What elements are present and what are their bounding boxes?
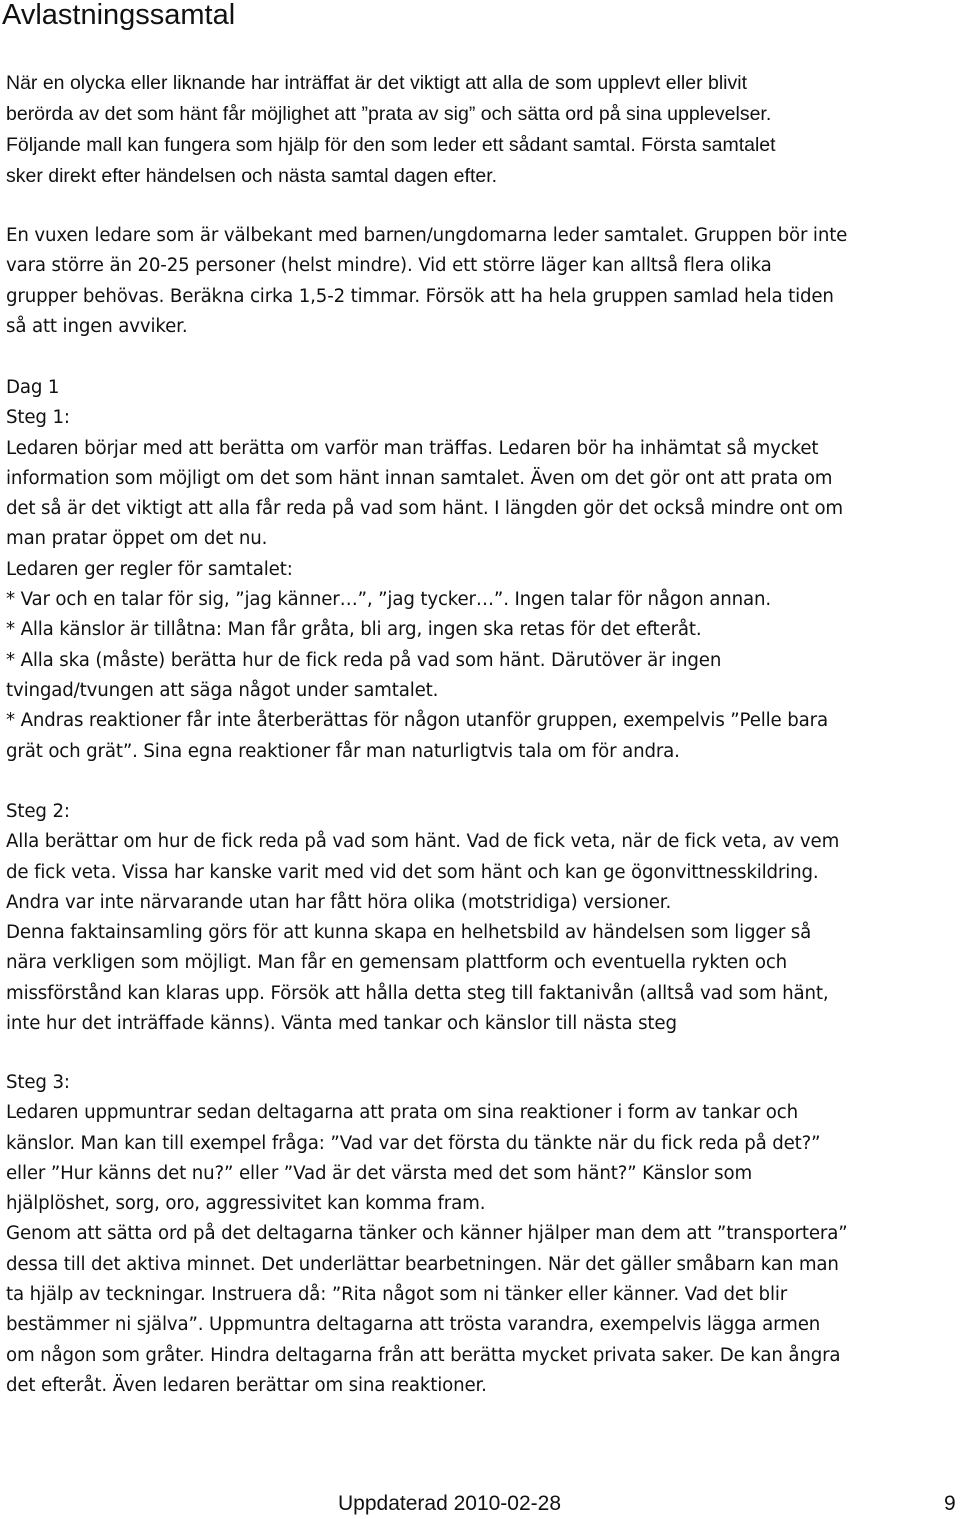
footer-updated-date: Uppdaterad 2010-02-28 xyxy=(338,1492,562,1515)
day1-step1-section: Dag 1 Steg 1: Ledaren börjar med att berätta om varför man träffas. Ledaren bör ha inhämtat så mycket information som möjligt om det som hänt innan samtalet. Även om det gör ont att prata om det så är det viktigt att alla får reda på vad som hänt. I längden gör det också mindre ont om man pratar öppet om det nu. Ledaren ger regler för samtalet: * Var och en talar för sig, ”jag känner…”, ”jag tycker…”. Ingen talar för någon annan. * Alla känslor är tillåtna: Man får gråta, bli arg, ingen ska retas för det efteråt. * Alla ska (måste) berätta hur de fick reda på vad som hänt. Därutöver är ingen tvingad/tvungen att säga något under samtalet. * Andras reaktioner får inte återberättas för någon utanför gruppen, exempelvis ”Pelle bara grät och grät”. Sina egna reaktioner får man naturligtvis tala om för andra. xyxy=(6,377,844,762)
intro-paragraph: När en olycka eller liknande har inträffat är det viktigt att alla de som upplevt eller blivit berörda av det som hänt får möjlighet att ”prata av sig” och sätta ord på sina upplevelser. Följande mall kan fungera som hjälp för den som leder ett sådant samtal. Första samtalet sker direkt efter händelsen och nästa samtal dagen efter. xyxy=(6,72,776,187)
footer-page-number: 9 xyxy=(944,1492,956,1515)
page-title: Avlastningssamtal xyxy=(2,0,236,31)
step3-section: Steg 3: Ledaren uppmuntrar sedan deltagarna att prata om sina reaktioner i form av tankar och känslor. Man kan till exempel fråga: ”Vad var det första du tänkte när du fick reda på det?” eller ”Hur känns det nu?” eller ”Vad är det värsta med det som hänt?” Känslor som hjälplöshet, sorg, oro, aggressivitet kan komma fram. Genom att sätta ord på det deltagarna tänker och känner hjälper man dem att ”transportera” dessa till det aktiva minnet. Det underlättar bearbetningen. När det gäller småbarn kan man ta hjälp av teckningar. Instruera då: ”Rita något som ni tänker eller känner. Vad det blir bestämmer ni själva”. Uppmuntra deltagarna att trösta varandra, exempelvis lägga armen om någon som gråter. Hindra deltagarna från att berätta mycket privata saker. De kan ångra det efteråt. Även ledaren berättar om sina reaktioner. xyxy=(6,1072,848,1396)
step2-section: Steg 2: Alla berättar om hur de fick reda på vad som hänt. Vad de fick veta, när de fick veta, av vem de fick veta. Vissa har kanske varit med vid det som hänt och kan ge ögonvittnesskildring. Andra var inte närvarande utan har fått höra olika (motstridiga) versioner. Denna faktainsamling görs för att kunna skapa en helhetsbild av händelsen som ligger så nära verkligen som möjligt. Man får en gemensam plattform och eventuella rykten och missförstånd kan klaras upp. Försök att hålla detta steg till faktanivån (alltså vad som hänt, inte hur det inträffade känns). Vänta med tankar och känslor till nästa steg xyxy=(6,801,840,1035)
leader-paragraph: En vuxen ledare som är välbekant med barnen/ungdomarna leder samtalet. Gruppen bör inte vara större än 20-25 personer (helst mindre). Vid ett större läger kan alltså flera olika grupper behövas. Beräkna cirka 1,5-2 timmar. Försök att ha hela gruppen samlad hela tiden så att ingen avviker. xyxy=(6,225,848,337)
